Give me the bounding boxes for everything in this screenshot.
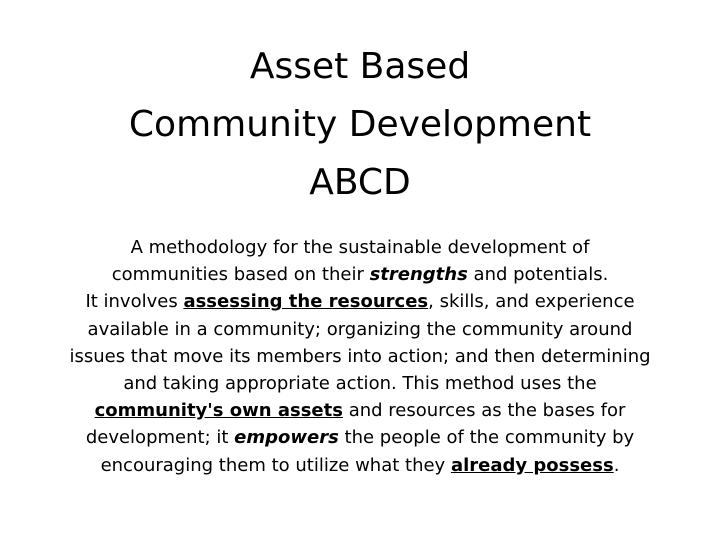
emphasis-empowers: empowers <box>234 427 339 449</box>
body-text: and taking appropriate action. This method uses the <box>123 373 597 395</box>
body-line-9 <box>20 452 700 479</box>
body-text: available in a community; organizing the community around <box>87 318 633 340</box>
body-text: communities based on their <box>111 264 370 286</box>
body-line-1 <box>20 234 700 261</box>
body-text: , skills, and experience <box>428 291 635 313</box>
slide-title <box>30 38 690 212</box>
slide-body <box>20 234 700 479</box>
underline-assessing-resources: assessing the resources <box>183 291 429 313</box>
title-line-2: Community Development <box>128 104 592 145</box>
body-text: encouraging them to utilize what they <box>100 454 451 476</box>
underline-community-assets: community's own assets <box>94 400 343 422</box>
body-text: and resources as the bases for <box>342 400 626 422</box>
title-line-1: Asset Based <box>249 46 471 87</box>
body-line-6 <box>20 370 700 397</box>
body-text: development; it <box>85 427 235 449</box>
body-line-7 <box>20 397 700 424</box>
body-line-2 <box>20 261 700 288</box>
body-line-5 <box>20 343 700 370</box>
underline-already-possess: already possess <box>450 454 614 476</box>
body-text: . <box>613 454 620 476</box>
body-line-4 <box>20 316 700 343</box>
emphasis-strengths: strengths <box>369 264 468 286</box>
body-text: the people of the community by <box>338 427 635 449</box>
body-text: and potentials. <box>467 264 609 286</box>
body-text: issues that move its members into action; and then determining <box>69 345 651 367</box>
title-line-3: ABCD <box>309 162 411 203</box>
body-text: It involves <box>85 291 184 313</box>
body-line-8 <box>20 424 700 451</box>
body-text: A methodology for the sustainable development of <box>130 237 590 258</box>
body-line-3 <box>20 288 700 315</box>
